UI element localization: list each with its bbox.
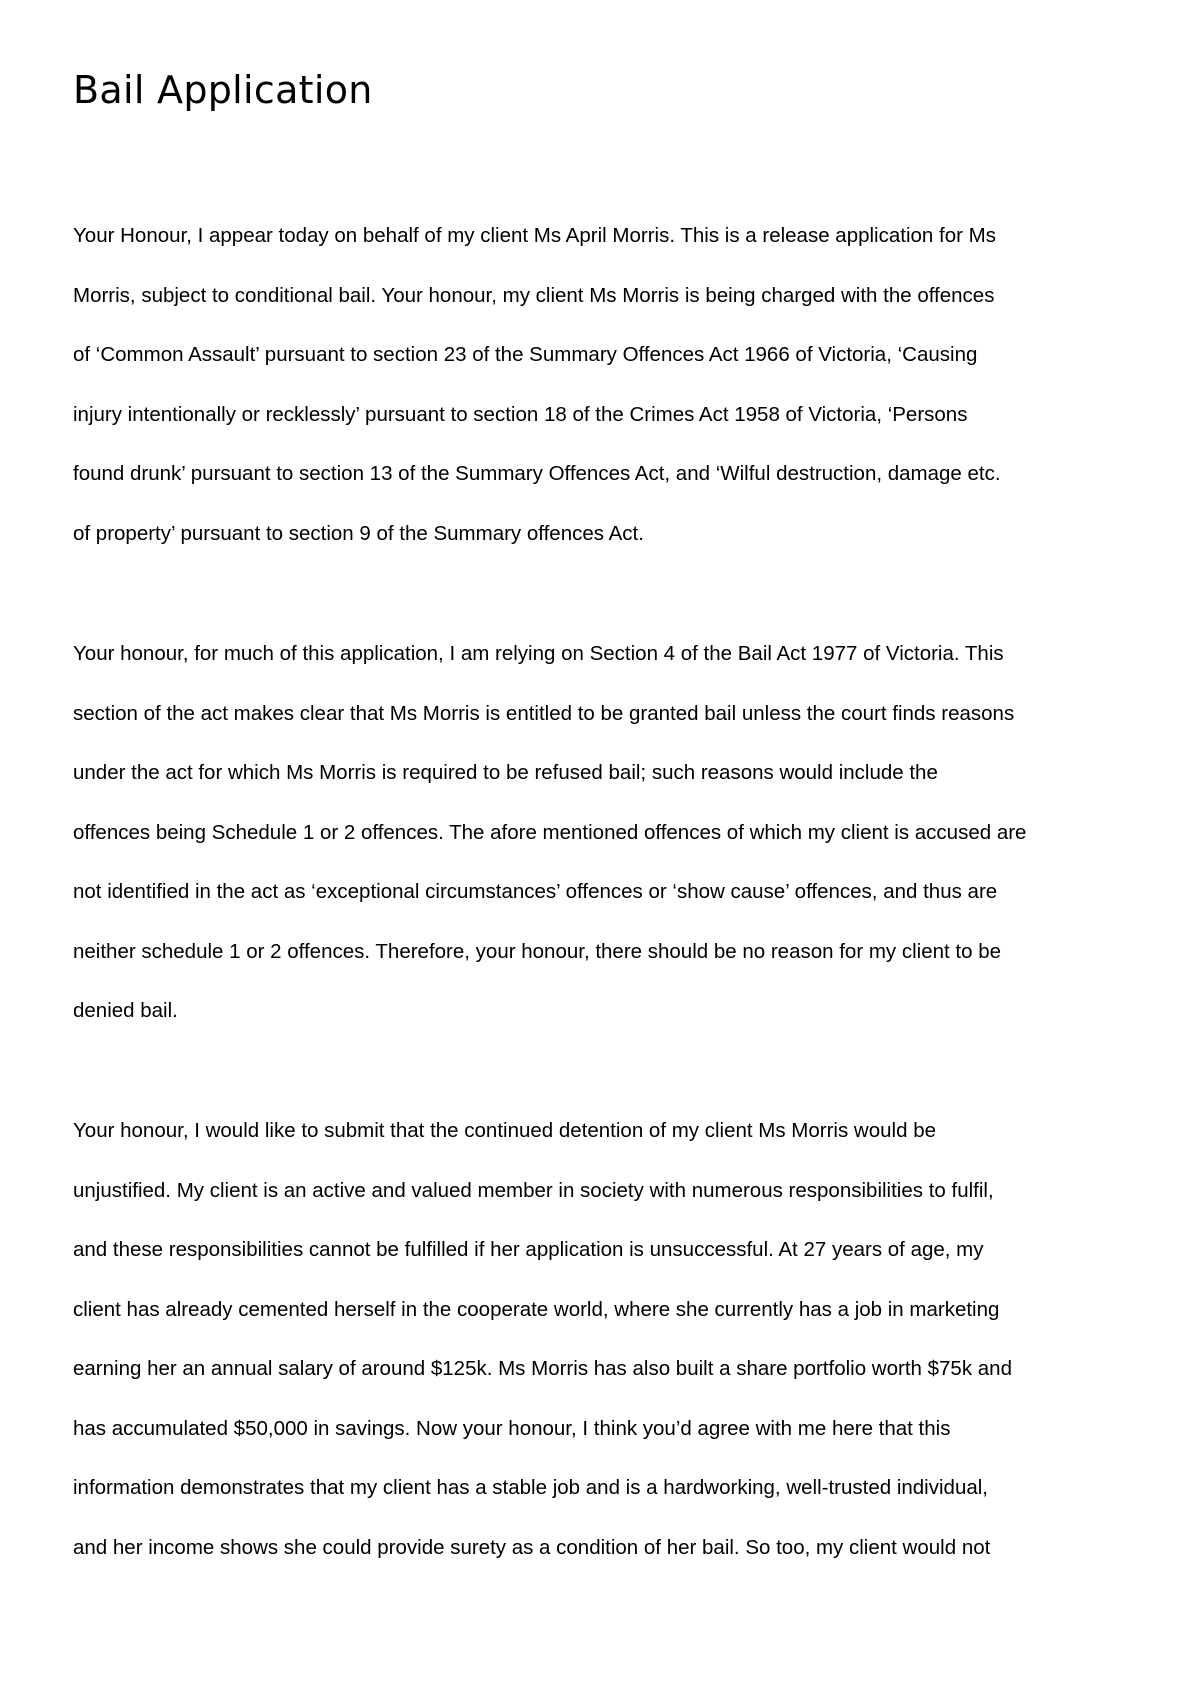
paragraph-line: denied bail. (73, 999, 178, 1022)
paragraph-line: Your honour, I would like to submit that the continued detention of my client Ms Morris would be (73, 1119, 936, 1142)
document-title: Bail Application (73, 68, 373, 112)
paragraph-line: and these responsibilities cannot be fulfilled if her application is unsuccessful. At 27 years of age, my (73, 1238, 984, 1261)
paragraph-line: Morris, subject to conditional bail. Your honour, my client Ms Morris is being charged with the offences (73, 283, 995, 307)
paragraph-line: found drunk’ pursuant to section 13 of the Summary Offences Act, and ‘Wilful destruction, damage etc. (73, 462, 1001, 485)
paragraph-line: earning her an annual salary of around $125k. Ms Morris has also built a share portfolio worth $75k and (73, 1357, 1012, 1380)
paragraph-line: injury intentionally or recklessly’ pursuant to section 18 of the Crimes Act 1958 of Victoria, ‘Persons (73, 402, 968, 426)
paragraph-line: and her income shows she could provide surety as a condition of her bail. So too, my client would not (73, 1535, 991, 1559)
paragraph-line: not identified in the act as ‘exceptional circumstances’ offences or ‘show cause’ offences, and thus are (73, 880, 998, 903)
paragraph-line: Your honour, for much of this application, I am relying on Section 4 of the Bail Act 1977 of Victoria. This (73, 642, 1004, 665)
paragraph-line: Your Honour, I appear today on behalf of my client Ms April Morris. This is a release application for Ms (73, 224, 996, 247)
paragraph-offences (73, 206, 1001, 563)
paragraph-line: of property’ pursuant to section 9 of the Summary offences Act. (73, 521, 644, 545)
paragraph-line: section of the act makes clear that Ms Morris is entitled to be granted bail unless the court finds reasons (73, 701, 1015, 725)
paragraph-bail-act (73, 624, 1026, 1041)
paragraph-line: client has already cemented herself in the cooperate world, where she currently has a job in marketing (73, 1297, 1000, 1321)
paragraph-line: offences being Schedule 1 or 2 offences. The afore mentioned offences of which my client is accused are (73, 820, 1027, 844)
paragraph-line: unjustified. My client is an active and valued member in society with numerous responsibilities to fulfil, (73, 1178, 994, 1202)
paragraph-line: has accumulated $50,000 in savings. Now your honour, I think you’d agree with me here that this (73, 1416, 951, 1440)
paragraph-line: neither schedule 1 or 2 offences. Therefore, your honour, there should be no reason for my client to be (73, 939, 1002, 963)
paragraph-line: of ‘Common Assault’ pursuant to section 23 of the Summary Offences Act 1966 of Victoria, ‘Causing (73, 343, 978, 366)
paragraph-detention (73, 1101, 1012, 1577)
paragraph-line: under the act for which Ms Morris is required to be refused bail; such reasons would include the (73, 761, 938, 784)
paragraph-line: information demonstrates that my client has a stable job and is a hardworking, well-trusted individual, (73, 1476, 988, 1499)
